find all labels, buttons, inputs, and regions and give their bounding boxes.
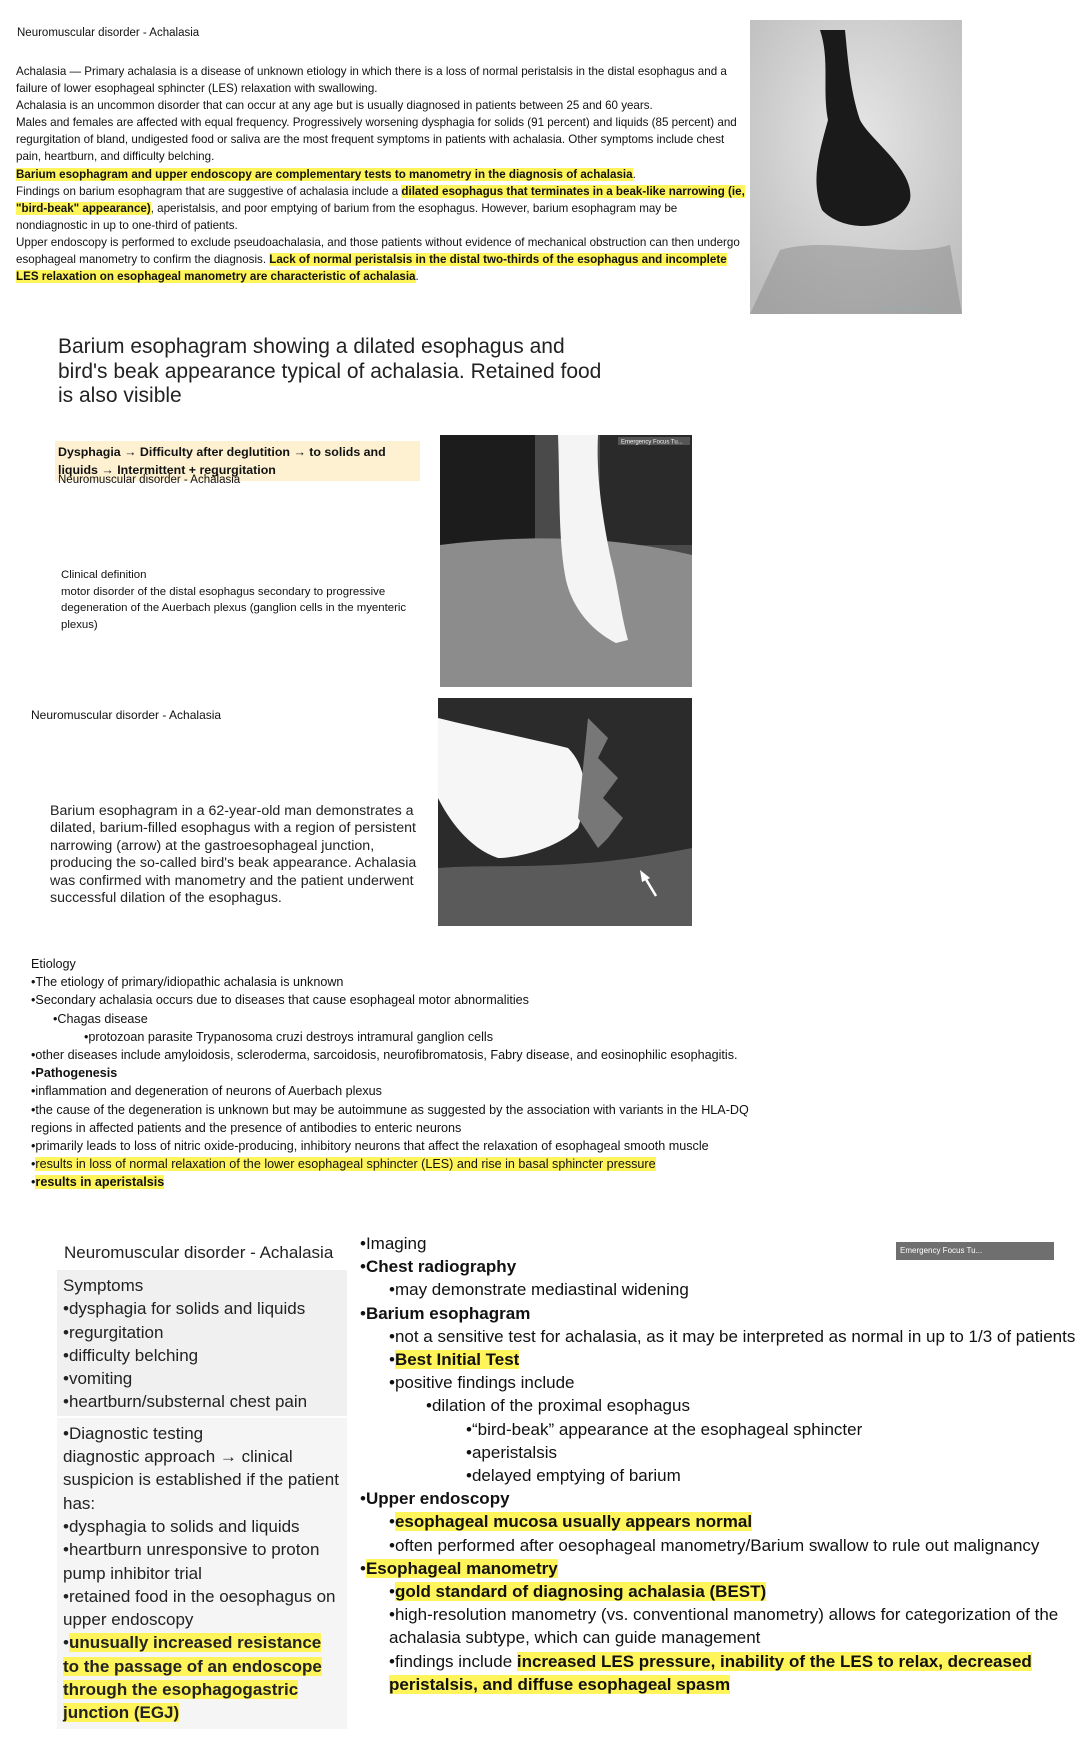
text-run: vomiting <box>68 1369 133 1389</box>
etiology-section <box>31 955 771 1192</box>
section1-body <box>16 63 746 285</box>
diagnostic-item: •heartburn unresponsive to proton pump inhibitor trial <box>63 1540 320 1583</box>
text-run: Barium esophagram <box>365 1303 531 1323</box>
text-run: positive findings include <box>394 1373 575 1393</box>
imaging-line: •dilation of the proximal esophagus <box>426 1396 690 1416</box>
imaging-line: •“bird-beak” appearance at the esophageal sphincter <box>466 1419 863 1439</box>
etiology-line: •Pathogenesis <box>31 1066 118 1081</box>
caption-bird-beak: Barium esophagram showing a dilated esophagus and bird's beak appearance typical of achalasia. Retained food is also visible <box>58 335 602 407</box>
imaging-line: •may demonstrate mediastinal widening <box>389 1280 689 1300</box>
etiology-line: •primarily leads to loss of nitric oxide-producing, inhibitory neurons that affect the relaxation of esophageal smooth muscle <box>31 1139 709 1154</box>
text-run: Pathogenesis <box>35 1066 118 1081</box>
etiology-line: •results in loss of normal relaxation of the lower esophageal sphincter (LES) and rise in basal sphincter pressure <box>31 1157 656 1172</box>
imaging-line: •gold standard of diagnosing achalasia (BEST) <box>389 1582 767 1602</box>
text-run: results in aperistalsis <box>35 1175 165 1190</box>
imaging-line: •high-resolution manometry (vs. conventional manometry) allows for categorization of the achalasia subtype, which can guide management <box>389 1605 1059 1648</box>
imaging-line: •positive findings include <box>389 1373 575 1393</box>
text-run: dilation of the proximal esophagus <box>431 1396 690 1416</box>
left-panel-title: Neuromuscular disorder - Achalasia <box>64 1243 334 1262</box>
text-run: other diseases include amyloidosis, scleroderma, sarcoidosis, neurofibromatosis, Fabry disease, and eosinophilic esophagitis. <box>35 1048 738 1063</box>
text-run: the cause of the degeneration is unknown but may be autoimmune as suggested by the association with variants in the HLA-DQ regions in affected patients and the presence of antibodies to enteric neurons <box>31 1102 749 1135</box>
text-run: Barium esophagram and upper endoscopy are complementary tests to manometry in the diagnosis of achalasia <box>16 167 633 181</box>
text-run: unusually increased resistance to the passage of an endoscope through the esophagogastric junction (EGJ) <box>63 1633 322 1723</box>
symptoms-list <box>63 1297 341 1413</box>
text-run: Etiology <box>31 957 76 971</box>
text-run: retained food in the oesophagus on upper endoscopy <box>63 1586 336 1630</box>
imaging-line: •delayed emptying of barium <box>466 1466 681 1486</box>
diagnostic-item: •retained food in the oesophagus on upper endoscopy <box>63 1586 336 1630</box>
xray-image-1 <box>750 20 962 314</box>
etiology-line: •The etiology of primary/idiopathic achalasia is unknown <box>31 975 344 990</box>
diagnostic-box <box>57 1418 347 1729</box>
text-run: Upper endoscopy is performed to exclude pseudoachalasia, and those patients without evidence of mechanical obstruction can then undergo esophageal manometry to confirm the diagnosis. <box>16 235 740 267</box>
diagnostic-item: •dysphagia to solids and liquids <box>63 1516 300 1536</box>
imaging-line: •Barium esophagram <box>360 1303 531 1323</box>
symptom-item: •regurgitation <box>63 1322 164 1342</box>
left-panel <box>57 1242 347 1729</box>
section1-paragraph <box>16 114 746 165</box>
text-run: Achalasia is an uncommon disorder that can occur at any age but is usually diagnosed in patients between 25 and 60 years. <box>16 99 653 113</box>
imaging-line: •findings include increased LES pressure, inability of the LES to relax, decreased peristalsis, and diffuse esophageal spasm <box>389 1651 1032 1694</box>
text-run: Findings on barium esophagram that are suggestive of achalasia include a <box>16 184 402 198</box>
section1-paragraph <box>16 183 746 234</box>
imaging-line: •often performed after oesophageal manometry/Barium swallow to rule out malignancy <box>389 1535 1040 1555</box>
text-run: inflammation and degeneration of neurons of Auerbach plexus <box>35 1084 382 1099</box>
xray-label-2: Emergency Focus Tu... <box>621 439 683 446</box>
text-run: The etiology of primary/idiopathic achalasia is unknown <box>35 975 344 990</box>
etiology-line: •Secondary achalasia occurs due to diseases that cause esophageal motor abnormalities <box>31 993 529 1008</box>
section2-subtitle: Neuromuscular disorder - Achalasia <box>58 474 241 486</box>
etiology-line: •results in aperistalsis <box>31 1175 165 1190</box>
text-run: dysphagia for solids and liquids <box>68 1299 306 1319</box>
text-run: Secondary achalasia occurs due to diseases that cause esophageal motor abnormalities <box>35 993 529 1008</box>
diagnostic-intro: diagnostic approach → clinical suspicion is established if the patient has: <box>63 1447 339 1513</box>
diagnostic-heading-text: Diagnostic testing <box>68 1423 204 1443</box>
right-panel <box>356 1232 1076 1696</box>
text-run: Upper endoscopy <box>365 1489 510 1509</box>
imaging-line: •not a sensitive test for achalasia, as it may be interpreted as normal in up to 1/3 of patients <box>389 1326 1076 1346</box>
symptom-item: •vomiting <box>63 1369 133 1389</box>
section1-paragraph <box>16 166 746 183</box>
text-run: Esophageal manometry <box>365 1558 558 1578</box>
section1-paragraph <box>16 97 746 114</box>
imaging-line: •Imaging <box>360 1234 427 1253</box>
text-run: often performed after oesophageal manometry/Barium swallow to rule out malignancy <box>394 1535 1040 1555</box>
text-run: findings include <box>394 1651 517 1671</box>
text-run: , aperistalsis, and poor emptying of barium from the esophagus. However, barium esophagram may be nondiagnostic in up to one-third of patients. <box>16 201 678 232</box>
text-run: Chest radiography <box>365 1257 517 1277</box>
text-run: . <box>632 167 636 181</box>
symptom-item: •difficulty belching <box>63 1345 199 1365</box>
xray-graphic-2 <box>440 435 692 687</box>
imaging-line: •Upper endoscopy <box>360 1489 510 1509</box>
text-run: regurgitation <box>68 1322 164 1342</box>
diagnostic-list <box>63 1515 341 1725</box>
text-run: Males and females are affected with equal frequency. Progressively worsening dysphagia for solids (91 percent) and liquids (85 percent) and regurgitation of bland, undigested food or saliva are the most frequent symptoms in patients with achalasia. Other symptoms include chest pain, heartburn, and difficulty belching. <box>16 116 737 164</box>
etiology-line: •other diseases include amyloidosis, scleroderma, sarcoidosis, neurofibromatosis, Fabry disease, and eosinophilic esophagitis. <box>31 1048 738 1063</box>
text-run: aperistalsis <box>471 1442 557 1462</box>
text-run: “bird-beak” appearance at the esophageal sphincter <box>471 1419 863 1439</box>
imaging-line: •Chest radiography <box>360 1257 517 1277</box>
imaging-line: •Esophageal manometry <box>360 1558 558 1578</box>
text-run: difficulty belching <box>68 1345 199 1365</box>
dysphagia-box: Dysphagia → Difficulty after deglutition → to solids and liquids → Intermittent + regurgitation <box>55 441 420 481</box>
etiology-line: •inflammation and degeneration of neurons of Auerbach plexus <box>31 1084 382 1099</box>
etiology-line: •Chagas disease <box>53 1011 148 1026</box>
text-run: increased LES pressure, inability of the LES to relax, decreased peristalsis, and diffuse esophageal spasm <box>389 1651 1032 1694</box>
text-run: Imaging <box>365 1234 427 1253</box>
text-run: protozoan parasite Trypanosoma cruzi destroys intramural ganglion cells <box>88 1029 494 1044</box>
text-run: primarily leads to loss of nitric oxide-producing, inhibitory neurons that affect the relaxation of esophageal smooth muscle <box>35 1139 709 1154</box>
diagnostic-item: •unusually increased resistance to the passage of an endoscope through the esophagogastric junction (EGJ) <box>63 1633 322 1723</box>
text-run: . <box>415 270 419 284</box>
text-run: Best Initial Test <box>394 1350 520 1370</box>
imaging-line: •esophageal mucosa usually appears normal <box>389 1512 753 1532</box>
xray-graphic-1 <box>750 20 962 314</box>
imaging-line: •aperistalsis <box>466 1442 557 1462</box>
text-run: dilated esophagus that terminates in a beak-like narrowing (ie, "bird-beak" appearance) <box>16 184 745 215</box>
xray-watermark-1: Activate Windows <box>880 306 936 313</box>
symptom-item: •heartburn/substernal chest pain <box>63 1392 308 1412</box>
section1-title: Neuromuscular disorder - Achalasia <box>17 27 200 39</box>
clinical-text: motor disorder of the distal esophagus secondary to progressive degeneration of the Auerbach plexus (ganglion cells in the myenteric plexus) <box>61 585 407 631</box>
symptoms-box <box>57 1270 347 1416</box>
text-run: results in loss of normal relaxation of the lower esophageal sphincter (LES) and rise in basal sphincter pressure <box>35 1157 656 1172</box>
xray-image-3 <box>438 698 692 926</box>
etiology-line: •the cause of the degeneration is unknown but may be autoimmune as suggested by the association with variants in the HLA-DQ regions in affected patients and the presence of antibodies to enteric neurons <box>31 1102 749 1135</box>
text-run: may demonstrate mediastinal widening <box>394 1280 689 1300</box>
etiology-line: •protozoan parasite Trypanosoma cruzi destroys intramural ganglion cells <box>84 1029 494 1044</box>
section3-title: Neuromuscular disorder - Achalasia <box>31 708 222 722</box>
text-run: not a sensitive test for achalasia, as it may be interpreted as normal in up to 1/3 of patients <box>394 1326 1076 1346</box>
text-run: high-resolution manometry (vs. conventional manometry) allows for categorization of the achalasia subtype, which can guide management <box>389 1605 1059 1648</box>
text-run: Lack of normal peristalsis in the distal two-thirds of the esophagus and incomplete LES relaxation on esophageal manometry are characteristic of achalasia <box>16 253 727 284</box>
text-run: Achalasia — Primary achalasia is a disease of unknown etiology in which there is a loss of normal peristalsis in the distal esophagus and a failure of lower esophageal sphincter (LES) relaxation with swallowing. <box>16 65 727 96</box>
etiology-line <box>31 955 771 973</box>
xray-image-2 <box>440 435 692 687</box>
clinical-definition <box>61 567 421 633</box>
diagnostic-heading: •Diagnostic testing <box>63 1423 204 1443</box>
caption-62-year-old: Barium esophagram in a 62-year-old man demonstrates a dilated, barium-filled esophagus with a region of persistent narrowing (arrow) at the gastroesophageal junction, producing the so-called bird's beak appearance. Achalasia was confirmed with manometry and the patient underwent successful dilation of the esophagus. <box>50 803 417 907</box>
section1-paragraph <box>16 234 746 285</box>
text-run: heartburn unresponsive to proton pump inhibitor trial <box>63 1540 320 1583</box>
xray-graphic-3 <box>438 698 692 926</box>
text-run: gold standard of diagnosing achalasia (BEST) <box>394 1582 767 1602</box>
symptom-item: •dysphagia for solids and liquids <box>63 1299 306 1319</box>
text-run: Chagas disease <box>57 1011 148 1026</box>
imaging-line: •Best Initial Test <box>389 1350 520 1370</box>
text-run: delayed emptying of barium <box>471 1466 681 1486</box>
text-run: heartburn/substernal chest pain <box>68 1392 308 1412</box>
text-run: esophageal mucosa usually appears normal <box>394 1512 753 1532</box>
symptoms-heading: Symptoms <box>63 1276 144 1295</box>
section1-paragraph <box>16 63 746 97</box>
clinical-heading: Clinical definition <box>61 569 147 581</box>
text-run: dysphagia to solids and liquids <box>68 1516 300 1536</box>
video-thumbnail: Emergency Focus Tu... <box>896 1242 1054 1260</box>
